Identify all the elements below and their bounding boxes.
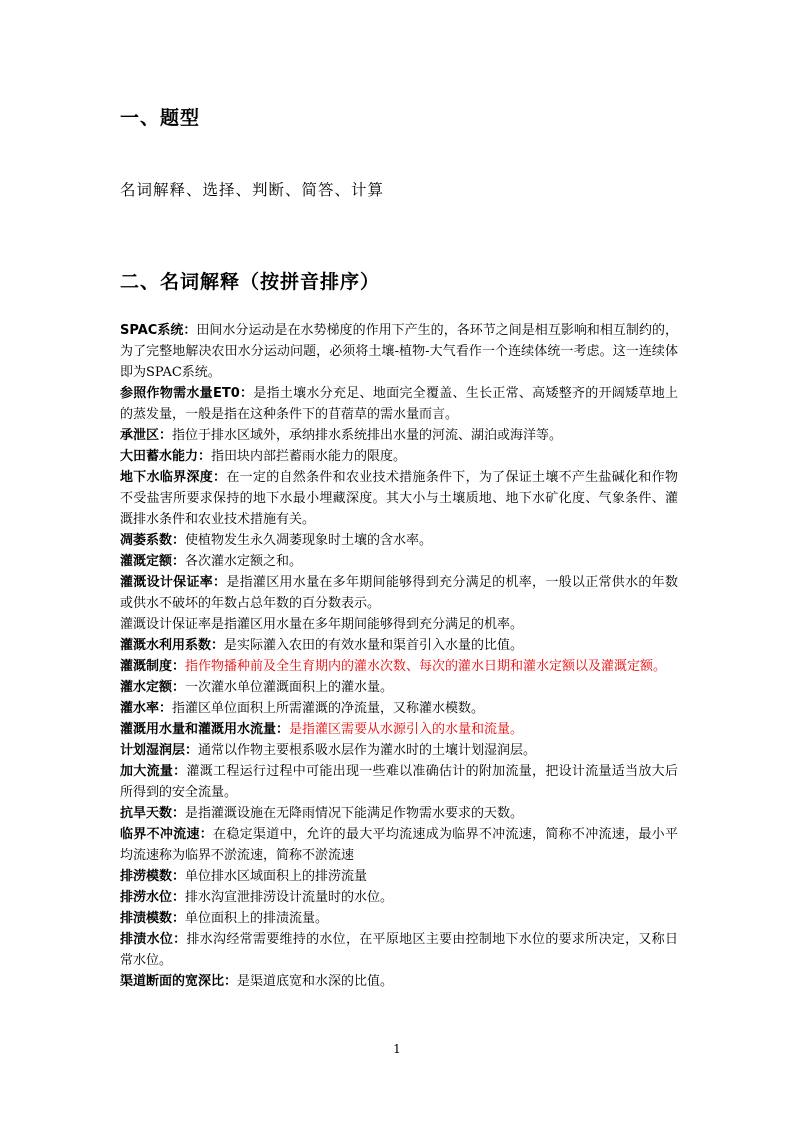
glossary-definition: 一次灌水单位灌溉面积上的灌水量。: [185, 680, 394, 695]
glossary-term: 计划湿润层：: [120, 743, 199, 758]
glossary-definition: 在稳定渠道中，允许的最大平均流速成为临界不冲流速，简称不冲流速，最小平均流速称为临界不淤流速，简称不淤流速: [120, 827, 678, 863]
glossary-definition: 指灌区单位面积上所需灌溉的净流量，又称灌水模数。: [172, 701, 485, 716]
glossary-entry: [120, 803, 678, 824]
glossary-definition: 灌溉设计保证率是指灌区用水量在多年期间能够得到充分满足的机率。: [120, 617, 524, 632]
glossary-definition: 是实际灌入农田的有效水量和渠首引入水量的比值。: [224, 638, 524, 653]
glossary-entry: [120, 719, 678, 740]
glossary-term: 排渍水位：: [120, 932, 187, 947]
glossary-term: 临界不冲流速：: [120, 827, 214, 842]
glossary-definition: 指田块内部拦蓄雨水能力的限度。: [211, 449, 407, 464]
glossary-definition: 排水沟经常需要维持的水位，在平原地区主要由控制地下水位的要求所决定，又称日常水位。: [120, 932, 678, 968]
glossary-entry: [120, 425, 678, 446]
glossary-entry: [120, 446, 678, 467]
glossary-term: SPAC系统：: [120, 323, 197, 338]
glossary-entry: [120, 656, 678, 677]
glossary-definition: 通常以作物主要根系吸水层作为灌水时的土壤计划湿润层。: [198, 743, 537, 758]
glossary-entry: [120, 530, 678, 551]
glossary-entry: [120, 740, 678, 761]
glossary-term: 凋萎系数：: [120, 533, 186, 548]
glossary-entry: [120, 614, 678, 635]
glossary-term: 排涝模数：: [120, 869, 186, 884]
glossary-definition: 灌溉工程运行过程中可能出现一些难以准确估计的附加流量，把设计流量适当放大后所得到的安全流量。: [120, 764, 678, 800]
glossary-term: 排渍模数：: [120, 911, 186, 926]
glossary-term: 灌水定额：: [120, 680, 186, 695]
glossary-entry: [120, 698, 678, 719]
glossary-entry: [120, 971, 678, 992]
glossary-term: 灌溉水利用系数：: [120, 638, 225, 653]
glossary-term: 灌溉制度：: [120, 659, 186, 674]
glossary-term: 灌溉设计保证率：: [120, 575, 227, 590]
glossary-definition-highlighted: 是指灌区需要从水源引入的水量和流量。: [289, 722, 524, 737]
glossary-definition-highlighted: 指作物播种前及全生育期内的灌水次数、每次的灌水日期和灌水定额以及灌溉定额。: [185, 659, 667, 674]
glossary-entry: [120, 383, 678, 425]
glossary-definition: 单位面积上的排渍流量。: [185, 911, 329, 926]
section-heading-glossary: 二、名词解释（按拼音排序）: [120, 271, 381, 293]
glossary-term: 大田蓄水能力：: [120, 449, 212, 464]
section-heading-question-types: 一、题型: [120, 107, 201, 129]
glossary-definition: 指位于排水区域外，承纳排水系统排出水量的河流、湖泊或海洋等。: [172, 428, 563, 443]
glossary-entry: [120, 635, 678, 656]
glossary-definition: 使植物发生永久凋萎现象时土壤的含水率。: [185, 533, 433, 548]
glossary-entry: [120, 908, 678, 929]
glossary-entry: [120, 677, 678, 698]
glossary-entry: [120, 824, 678, 866]
glossary-definition: 是指灌溉设施在无降雨情况下能满足作物需水要求的天数。: [185, 806, 524, 821]
glossary-term: 排涝水位：: [120, 890, 186, 905]
glossary-definition: 排水沟宣泄排涝设计流量时的水位。: [185, 890, 394, 905]
glossary-term: 参照作物需水量ET0：: [120, 386, 254, 401]
glossary-definition: 是渠道底宽和水深的比值。: [237, 974, 394, 989]
glossary-entry: [120, 572, 678, 614]
glossary-entry: [120, 551, 678, 572]
glossary-entry: [120, 761, 678, 803]
glossary-term: 加大流量：: [120, 764, 187, 779]
glossary-term: 抗旱天数：: [120, 806, 186, 821]
glossary-definition: 是指灌区用水量在多年期间能够得到充分满足的机率，一般以正常供水的年数或供水不破坏的年数占总年数的百分数表示。: [120, 575, 678, 611]
glossary-entry: [120, 320, 678, 383]
glossary-definition: 田间水分运动是在水势梯度的作用下产生的，各环节之间是相互影响和相互制约的，为了完整地解决农田水分运动问题，必须将土壤-植物-大气看作一个连续体统一考虑。这一连续体即为SPAC系统。: [120, 323, 678, 380]
glossary-definition: 各次灌水定额之和。: [185, 554, 303, 569]
glossary-term: 承泄区：: [120, 428, 173, 443]
glossary-entry: [120, 929, 678, 971]
glossary-term: 地下水临界深度：: [120, 470, 227, 485]
glossary-entry: [120, 866, 678, 887]
document-page: [120, 0, 680, 1123]
glossary-term: 灌溉定额：: [120, 554, 186, 569]
glossary-list: [120, 320, 678, 992]
glossary-definition: 单位排水区域面积上的排涝流量: [185, 869, 368, 884]
question-types-text: 名词解释、选择、判断、简答、计算: [120, 181, 385, 199]
glossary-term: 灌溉用水量和灌溉用水流量：: [120, 722, 290, 737]
glossary-entry: [120, 467, 678, 530]
glossary-entry: [120, 887, 678, 908]
glossary-definition: 在一定的自然条件和农业技术措施条件下，为了保证土壤不产生盐碱化和作物不受盐害所要求保持的地下水最小埋藏深度。其大小与土壤质地、地下水矿化度、气象条件、灌溉排水条件和农业技术措施有关。: [120, 470, 678, 527]
glossary-definition: 是指土壤水分充足、地面完全覆盖、生长正常、高矮整齐的开阔矮草地上的蒸发量，一般是指在这种条件下的苜蓿草的需水量而言。: [120, 386, 678, 422]
page-number: 1: [393, 1042, 401, 1056]
glossary-term: 渠道断面的宽深比：: [120, 974, 238, 989]
glossary-term: 灌水率：: [120, 701, 173, 716]
